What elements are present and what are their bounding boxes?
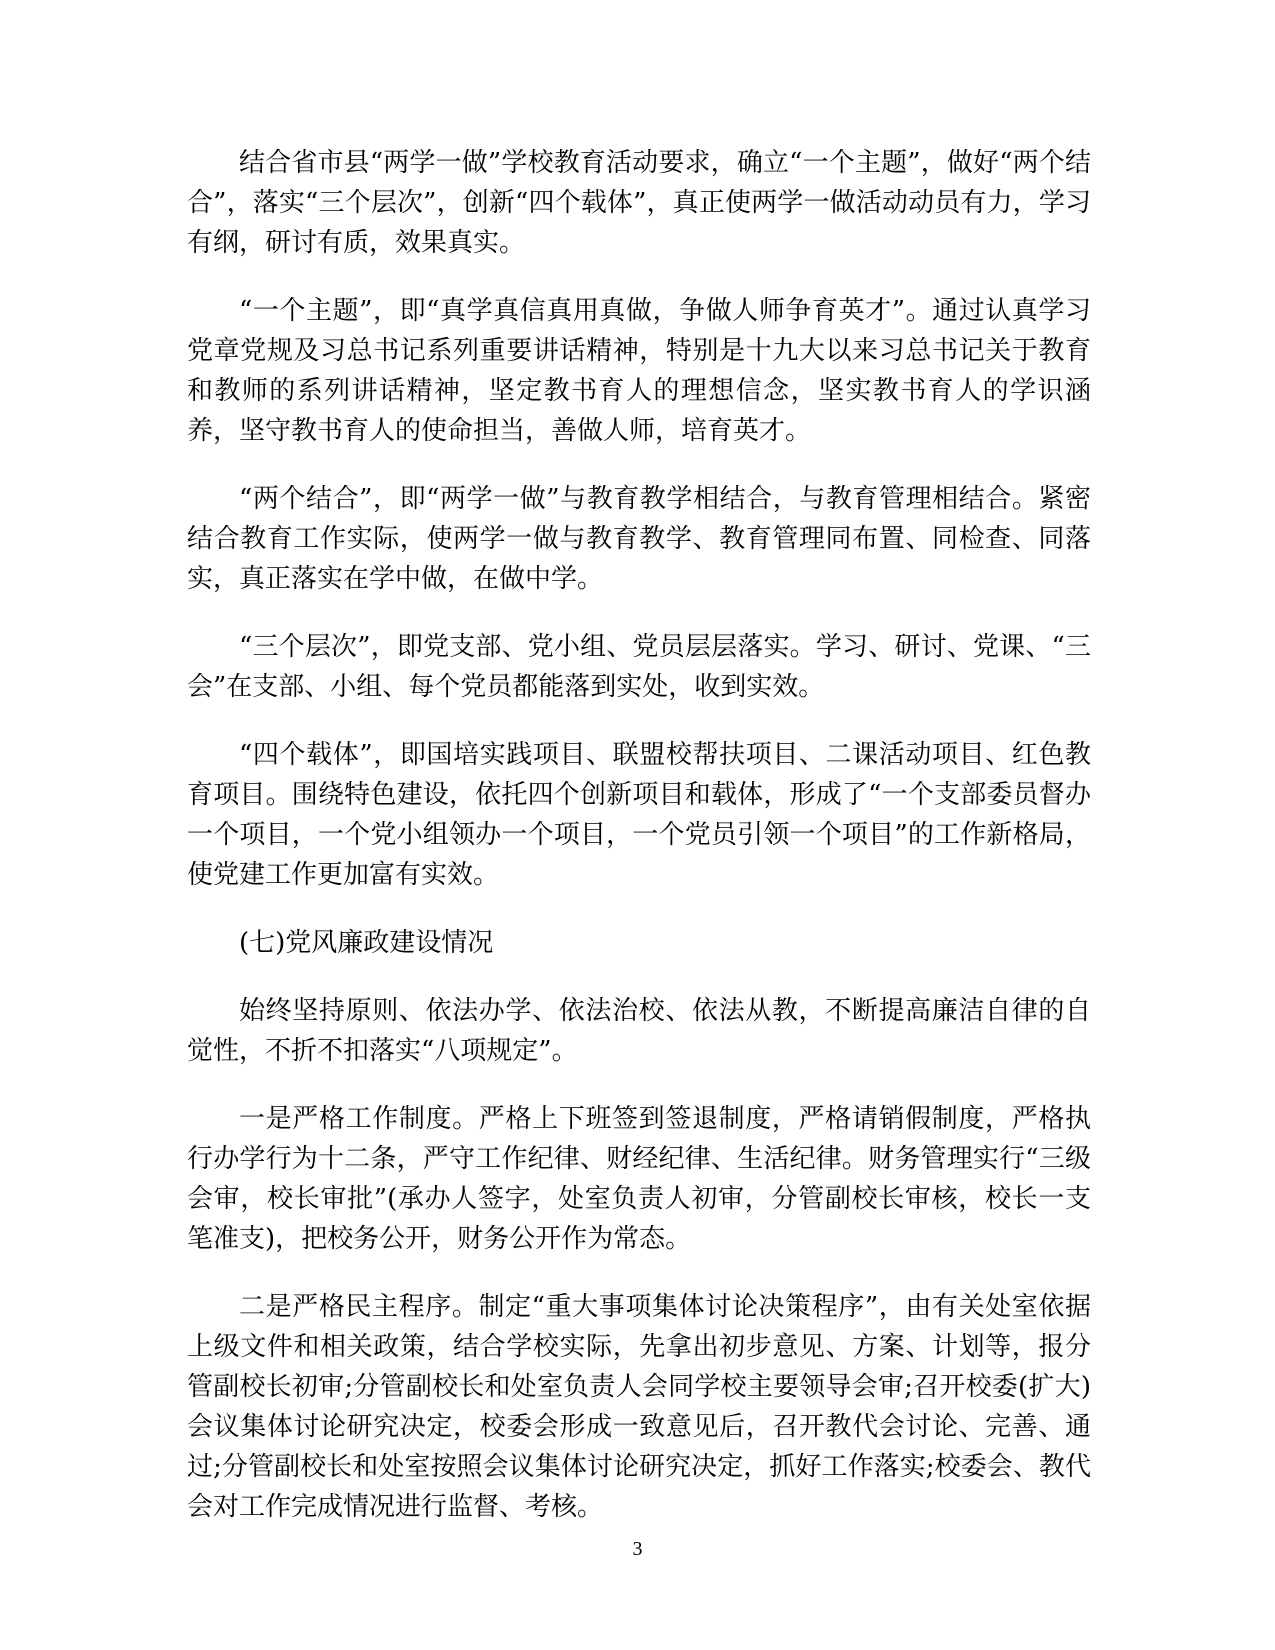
paragraph-theme-overview: 结合省市县“两学一做”学校教育活动要求，确立“一个主题”，做好“两个结合”，落实“三个层次”，创新“四个载体”，真正使两学一做活动动员有力，学习有纲，研讨有质，效果真实。 [187, 148, 1091, 258]
paragraph-integrity-principles: 始终坚持原则、依法办学、依法治校、依法从教，不断提高廉洁自律的自觉性，不折不扣落实“八项规定”。 [187, 996, 1091, 1066]
paragraph-democratic-procedure: 二是严格民主程序。制定“重大事项集体讨论决策程序”，由有关处室依据上级文件和相关政策，结合学校实际，先拿出初步意见、方案、计划等，报分管副校长初审;分管副校长和处室负责人会同学校主要领导会审;召开校委(扩大)会议集体讨论研究决定，校委会形成一致意见后，召开教代会讨论、完善、通过;分管副校长和处室按照会议集体讨论研究决定，抓好工作落实;校委会、教代会对工作完成情况进行监督、考核。 [187, 1292, 1091, 1522]
paragraph-work-system: 一是严格工作制度。严格上下班签到签退制度，严格请销假制度，严格执行办学行为十二条，严守工作纪律、财经纪律、生活纪律。财务管理实行“三级会审，校长审批”(承办人签字，处室负责人初审，分管副校长审核，校长一支笔准支)，把校务公开，财务公开作为常态。 [187, 1104, 1091, 1254]
paragraph-three-levels: “三个层次”，即党支部、党小组、党员层层落实。学习、研讨、党课、“三会”在支部、小组、每个党员都能落到实处，收到实效。 [187, 632, 1091, 702]
paragraph-one-theme: “一个主题”，即“真学真信真用真做，争做人师争育英才”。通过认真学习党章党规及习总书记系列重要讲话精神，特别是十九大以来习总书记关于教育和教师的系列讲话精神，坚定教书育人的理想信念，坚实教书育人的学识涵养，坚守教书育人的使命担当，善做人师，培育英才。 [187, 296, 1091, 446]
document-body [187, 143, 1091, 1555]
paragraph-two-combinations: “两个结合”，即“两学一做”与教育教学相结合，与教育管理相结合。紧密结合教育工作实际，使两学一做与教育教学、教育管理同布置、同检查、同落实，真正落实在学中做，在做中学。 [187, 484, 1091, 594]
section-heading: (七)党风廉政建设情况 [239, 928, 494, 958]
page-number: 3 [632, 1538, 643, 1560]
paragraph-four-carriers: “四个载体”，即国培实践项目、联盟校帮扶项目、二课活动项目、红色教育项目。围绕特色建设，依托四个创新项目和载体，形成了“一个支部委员督办一个项目，一个党小组领办一个项目，一个党员引领一个项目”的工作新格局，使党建工作更加富有实效。 [187, 740, 1091, 890]
